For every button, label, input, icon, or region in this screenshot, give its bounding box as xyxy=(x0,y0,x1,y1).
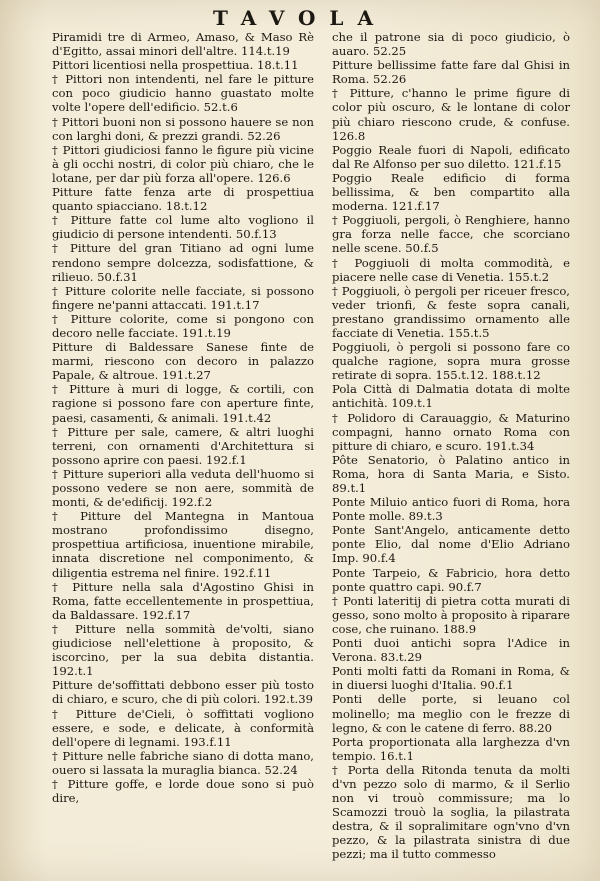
index-entry xyxy=(52,30,314,58)
entry-text: † Pitture à muri di logge, & cortili, con ragione si possono fare con aperture finte, paesi, casamenti, & animali. xyxy=(52,382,314,425)
entry-text: Pôte Senatorio, ò Palatino antico in Roma, hora di Santa Maria, e Sisto. xyxy=(332,452,570,481)
page-reference: 50.f.31 xyxy=(97,269,138,284)
entry-text: † Polidoro di Carauaggio, & Maturino compagni, hanno ornato Roma con pitture di chiaro, e scuro. xyxy=(332,410,570,453)
index-entry xyxy=(52,707,314,749)
index-entry xyxy=(332,495,570,523)
index-entry xyxy=(332,636,570,664)
entry-text: † Ponti lateritij di pietra cotta murati di gesso, sono molto à proposito à riparare cose, che ruinano. xyxy=(332,593,570,636)
index-entry xyxy=(52,467,314,509)
entry-text: † Pitture nelle fabriche siano di dotta mano, ouero si lassata la muraglia bianca. xyxy=(52,748,314,777)
index-entry xyxy=(332,735,570,763)
index-entry xyxy=(332,566,570,594)
entry-text: † Porta della Ritonda tenuta da molti d'vn pezzo solo di marmo, & il Serlio non vi trouò commissure; ma lo Scamozzi trouò la soglia, la pilastrata destra, & il sopralimitare ogn'vno d'vn pezzo, & la pilastrata sinistra di due pezzi; ma il tutto commesso xyxy=(332,762,570,862)
entry-text: † Pitture del Mantegna in Mantoua mostrano profondissimo disegno, prospettiua artificiosa, inuentione mirabile, innata discretione nel componimento, & diligentia estrema nel finire. xyxy=(52,509,314,580)
page-reference: 90.f.1 xyxy=(480,678,514,693)
entry-text: † Pittori non intendenti, nel fare le pitture con poco giudicio hanno guastato molte volte l'opere dell'edificio. xyxy=(52,72,314,115)
page-reference: 191.t.34 xyxy=(485,438,535,453)
index-entry xyxy=(52,72,314,114)
index-entry xyxy=(52,777,314,805)
index-entry xyxy=(52,58,314,72)
entry-text: † Pittori giudiciosi fanno le figure più vicine à gli occhi nostri, di color più chiaro, che le lotane, per dar più forza all'opere. xyxy=(52,142,314,185)
entry-text: † Poggiuoli, ò pergoli per riceuer fresco, veder trionfi, & feste sopra canali, prestano grandissimo ornamento alle facciate di Venetia. xyxy=(332,283,570,340)
page-reference: 90.f.4 xyxy=(362,551,396,566)
page-title: TAVOLA xyxy=(212,6,388,30)
entry-text: † Pitture colorite nelle facciate, si possono fingere ne'panni attaccati. xyxy=(52,283,314,312)
entry-text: Porta proportionata alla larghezza d'vn tempio. xyxy=(332,734,570,763)
page-reference: 126.6 xyxy=(257,170,291,185)
index-entry xyxy=(52,509,314,579)
index-entry xyxy=(332,143,570,171)
entry-text: † Pitture superiori alla veduta dell'huomo si possono vedere se non aere, sommità de monti, & de'edificij. xyxy=(52,466,314,510)
entry-text: Pittori licentiosi nella prospettiua. xyxy=(52,58,254,73)
index-entry xyxy=(332,523,570,565)
index-entry xyxy=(52,213,314,241)
page-reference: 188.9 xyxy=(442,621,477,636)
page-reference: 155.t.2 xyxy=(507,269,550,284)
entry-text: che il patrone sia di poco giudicio, ò auaro. xyxy=(332,30,570,59)
index-entry xyxy=(52,425,314,467)
page-reference: 52.25 xyxy=(372,44,407,59)
page-reference: 193.f.11 xyxy=(183,734,232,749)
page-reference: 52.26 xyxy=(247,128,281,143)
entry-text: Poggiuoli, ò pergoli si possono fare co qualche ragione, sopra mura grosse retirate di sopra. xyxy=(332,340,570,383)
entry-text: Ponti molti fatti da Romani in Roma, & in diuersi luoghi d'Italia. xyxy=(332,664,570,693)
entry-text: † Pitture fatte col lume alto vogliono il giudicio di persone intendenti. xyxy=(52,213,314,242)
page-reference: 89.t.1 xyxy=(332,481,367,495)
page-reference: 83.t.29 xyxy=(380,650,422,665)
page-reference: 88.20 xyxy=(518,720,553,735)
page-reference: 50.f.5 xyxy=(405,241,439,256)
page-reference: 192.f.17 xyxy=(142,607,191,622)
index-entry xyxy=(332,692,570,734)
page-reference: 16.t.1 xyxy=(379,748,414,763)
page-reference: 192.t.39 xyxy=(264,692,313,707)
page-reference: 18.t.12 xyxy=(165,199,208,214)
entry-text: Ponti duoi antichi sopra l'Adice in Verona. xyxy=(332,636,570,665)
index-entry xyxy=(52,312,314,340)
page-reference: 89.t.3 xyxy=(408,509,443,524)
entry-text: Pitture di Baldessare Sanese finte de marmi, riescono con decoro in palazzo Papale, & altroue. xyxy=(52,340,314,383)
index-entry xyxy=(52,749,314,777)
page-reference: 114.t.19 xyxy=(241,44,290,59)
page-reference: 191.t.19 xyxy=(181,325,231,340)
page-reference: 192.t.1 xyxy=(52,664,94,679)
entry-text: Pitture bellissime fatte fare dal Ghisi in Roma. xyxy=(332,58,570,87)
index-entry xyxy=(52,115,314,143)
page-reference: 192.f.2 xyxy=(171,495,213,510)
index-entry xyxy=(332,453,570,495)
entry-text: † Pitture del gran Titiano ad ogni lume rendono sempre dolcezza, sodisfattione, & rilieuo. xyxy=(52,241,314,284)
index-entry xyxy=(52,382,314,424)
entry-text: Pitture de'soffittati debbono esser più tosto di chiaro, e scuro, che di più colori. xyxy=(52,678,314,707)
page-reference: 50.f.13 xyxy=(235,227,277,242)
page-reference: 121.f.15 xyxy=(513,156,562,171)
index-entry xyxy=(52,185,314,213)
index-entry xyxy=(332,284,570,340)
page-reference: 52.26 xyxy=(373,72,407,87)
entry-text: † Pitture de'Cieli, ò soffittati vogliono essere, e sode, e delicate, à conformità dell'opere di legnami. xyxy=(52,706,314,749)
entry-text: Ponte Sant'Angelo, anticamente detto ponte Elio, dal nome d'Elio Adriano Imp. xyxy=(332,523,570,566)
index-entry xyxy=(52,340,314,382)
index-column-right xyxy=(332,30,570,862)
page-reference: 90.f.7 xyxy=(448,579,482,594)
entry-text: † Pitture nella sala d'Agostino Ghisi in Roma, fatte eccellentemente in prospettiua, da Baldassare. xyxy=(52,579,314,622)
index-entry xyxy=(332,664,570,692)
entry-text: † Pitture nella sommità de'volti, siano giudiciose nell'elettione à proposito, & iscorcino, per la sua debita distantia. xyxy=(52,621,314,665)
index-entry xyxy=(332,58,570,86)
index-column-left xyxy=(52,30,314,805)
index-entry xyxy=(52,284,314,312)
entry-text: Pitture fatte fenza arte di prospettiua quanto spiacciano. xyxy=(52,185,314,214)
index-entry xyxy=(332,256,570,284)
entry-text: Piramidi tre di Armeo, Amaso, & Maso Rè d'Egitto, assai minori dell'altre. xyxy=(52,30,314,59)
page-reference: 121.f.17 xyxy=(391,199,440,214)
index-entry xyxy=(52,241,314,283)
page-reference: 52.24 xyxy=(264,762,298,777)
index-entry xyxy=(332,382,570,410)
entry-text: Pola Città di Dalmatia dotata di molte antichità. xyxy=(332,382,570,411)
entry-text: Ponte Miluio antico fuori di Roma, hora Ponte molle. xyxy=(332,495,570,524)
entry-text: † Pitture colorite, come si pongono con decoro nelle facciate. xyxy=(52,311,314,340)
index-entry xyxy=(332,594,570,636)
page-reference: 191.t.17 xyxy=(210,297,260,312)
page-reference: 109.t.1 xyxy=(391,396,433,411)
entry-text: † Poggiuoli, pergoli, ò Renghiere, hanno gra forza nelle facce, che scorciano nelle scene. xyxy=(332,213,570,256)
index-entry xyxy=(332,340,570,382)
entry-text: Ponti delle porte, si leuano col molinello; ma meglio con le frezze di legno, & con le catene di ferro. xyxy=(332,692,570,735)
index-entry xyxy=(332,763,570,862)
index-entry xyxy=(52,678,314,706)
index-entry xyxy=(332,411,570,453)
page-reference: 192.f.11 xyxy=(223,565,272,580)
index-entry xyxy=(332,171,570,213)
page-reference: 155.t.12. 188.t.12 xyxy=(435,368,541,383)
index-entry xyxy=(332,30,570,58)
index-entry xyxy=(52,580,314,622)
page-reference: 18.t.11 xyxy=(256,58,299,73)
page-reference: 191.t.42 xyxy=(222,410,272,425)
index-entry xyxy=(332,213,570,255)
entry-text: † Poggiuoli di molta commodità, e piacere nelle case di Venetia. xyxy=(332,255,570,284)
entry-text: † Pitture, c'hanno le prime figure di color più oscuro, & le lontane di color più chiaro riescono crude, & confuse. xyxy=(332,86,570,129)
page-reference: 191.t.27 xyxy=(161,368,211,383)
index-entry xyxy=(52,622,314,678)
entry-text: † Pitture per sale, camere, & altri luoghi terreni, con ornamenti d'Architettura si possono aprire con paesi. xyxy=(52,424,314,467)
page-reference: 192.f.1 xyxy=(205,452,247,467)
page-reference: 126.8 xyxy=(332,128,366,143)
index-entry xyxy=(332,86,570,142)
entry-text: Ponte Tarpeio, & Fabricio, hora detto ponte quattro capi. xyxy=(332,565,570,594)
index-entry xyxy=(52,143,314,185)
page-reference: 52.t.6 xyxy=(203,100,238,115)
page-reference: 155.t.5 xyxy=(447,325,490,340)
entry-text: † Pitture goffe, e lorde doue sono si può dire, xyxy=(52,776,314,806)
entry-text: Poggio Reale fuori di Napoli, edificato dal Re Alfonso per suo diletto. xyxy=(332,142,570,171)
entry-text: Poggio Reale edificio di forma bellissima, & ben compartito alla moderna. xyxy=(332,170,570,214)
entry-text: † Pittori buoni non si possono hauere se non con larghi doni, & prezzi grandi. xyxy=(52,114,314,143)
